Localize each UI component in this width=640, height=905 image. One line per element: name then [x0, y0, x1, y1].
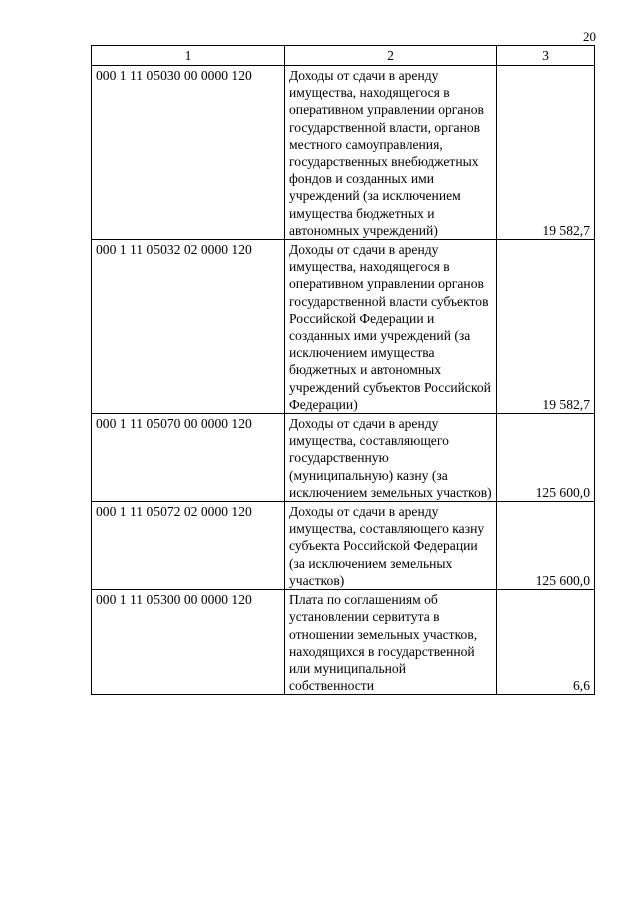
page-number: 20 — [583, 29, 596, 44]
revenue-code: 000 1 11 05030 00 0000 120 — [92, 66, 285, 240]
revenue-table — [91, 45, 595, 695]
table-row — [92, 502, 595, 590]
revenue-code: 000 1 11 05070 00 0000 120 — [92, 414, 285, 502]
revenue-code: 000 1 11 05072 02 0000 120 — [92, 502, 285, 590]
column-header-3: 3 — [497, 46, 595, 66]
revenue-amount: 19 582,7 — [497, 240, 595, 414]
table-header-row — [92, 46, 595, 66]
revenue-amount: 19 582,7 — [497, 66, 595, 240]
revenue-amount: 125 600,0 — [497, 414, 595, 502]
column-header-2: 2 — [285, 46, 497, 66]
table-row — [92, 66, 595, 240]
revenue-name: Доходы от сдачи в аренду имущества, находящегося в оперативном управлении органов государственной власти, органов местного самоуправления, государственных внебюджетных фондов и созданных ими учреждений (за исключением имущества бюджетных и автономных учреждений) — [285, 66, 497, 240]
table-row — [92, 240, 595, 414]
revenue-name: Доходы от сдачи в аренду имущества, находящегося в оперативном управлении органов государственной власти субъектов Российской Федерации и созданных ими учреждений (за исключением имущества бюджетных и автономных учреждений субъектов Российской Федерации) — [285, 240, 497, 414]
revenue-amount: 125 600,0 — [497, 502, 595, 590]
table-row — [92, 414, 595, 502]
column-header-1: 1 — [92, 46, 285, 66]
table-row — [92, 590, 595, 695]
revenue-name: Доходы от сдачи в аренду имущества, составляющего казну субъекта Российской Федерации (за исключением земельных участков) — [285, 502, 497, 590]
revenue-name: Плата по соглашениям об установлении сервитута в отношении земельных участков, находящихся в государственной или муниципальной собственности — [285, 590, 497, 695]
revenue-amount: 6,6 — [497, 590, 595, 695]
revenue-code: 000 1 11 05300 00 0000 120 — [92, 590, 285, 695]
revenue-code: 000 1 11 05032 02 0000 120 — [92, 240, 285, 414]
revenue-name: Доходы от сдачи в аренду имущества, составляющего государственную (муниципальную) казну (за исключением земельных участков) — [285, 414, 497, 502]
